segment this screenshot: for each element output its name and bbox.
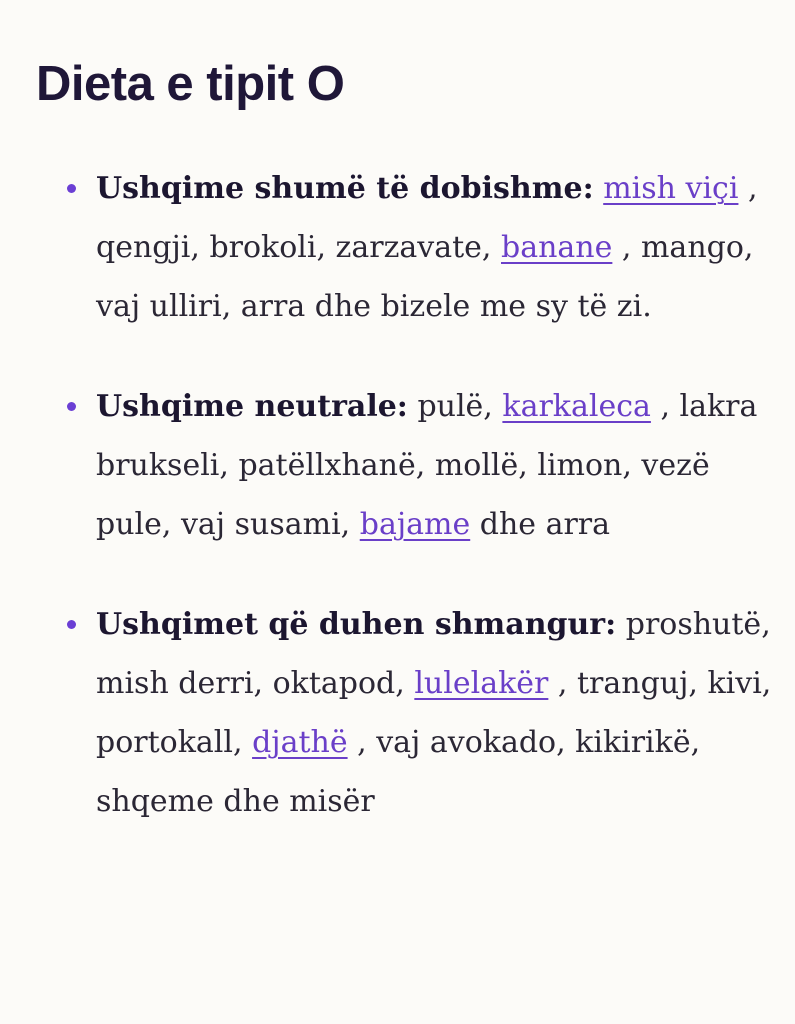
bullet-icon [67, 184, 76, 193]
item-text: , lakra brukseli, patëllxhanë, mollë, limon, vezë pule, vaj susami, [96, 389, 758, 542]
bullet-icon [67, 402, 76, 411]
link-bajame[interactable]: bajame [359, 507, 471, 542]
item-label: Ushqime shumë të dobishme: [96, 171, 594, 206]
list-item-beneficial-foods [36, 159, 776, 336]
link-karkaleca[interactable]: karkaleca [502, 389, 651, 424]
link-lulelaker[interactable]: lulelakër [414, 666, 549, 701]
item-text: proshutë, mish derri, oktapod, [96, 607, 771, 701]
food-list [36, 159, 776, 831]
list-item-avoid-foods [36, 595, 776, 831]
item-text: , vaj avokado, kikirikë, shqeme dhe misër [96, 725, 701, 819]
link-djathe[interactable]: djathë [252, 725, 348, 760]
item-label: Ushqimet që duhen shmangur: [96, 607, 617, 642]
item-text: , tranguj, kivi, portokall, [96, 666, 772, 760]
link-mish-vici[interactable]: mish viçi [603, 171, 739, 206]
item-text: , qengji, brokoli, zarzavate, [96, 171, 758, 265]
list-item-neutral-foods [36, 377, 776, 554]
item-text: dhe arra [470, 507, 611, 542]
item-text: pulë, [417, 389, 503, 424]
link-banane[interactable]: banane [501, 230, 613, 265]
item-label: Ushqime neutrale: [96, 389, 408, 424]
item-text: , mango, vaj ulliri, arra dhe bizele me sy të zi. [96, 230, 754, 324]
page-title: Dieta e tipit O [36, 57, 345, 111]
bullet-icon [67, 620, 76, 629]
